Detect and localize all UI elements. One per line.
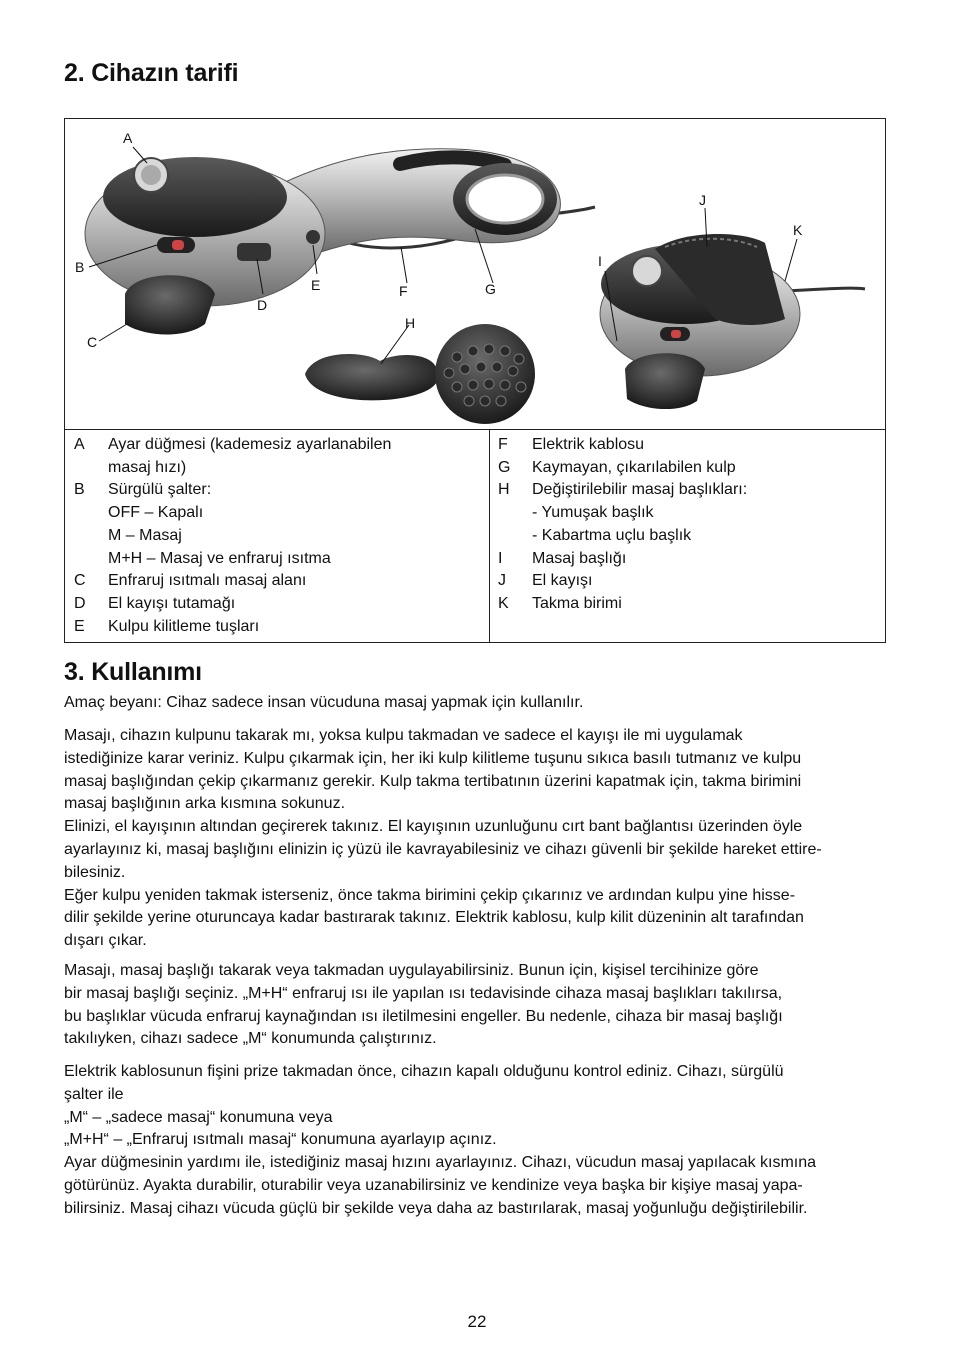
legend-desc: Kaymayan, çıkarılabilen kulp: [532, 458, 736, 476]
legend-letter: G: [498, 458, 511, 476]
legend-row: [498, 570, 878, 593]
legend-desc: Ayar düğmesi (kademesiz ayarlanabilen: [108, 436, 392, 453]
text-line: masaj başlığından çekip çıkarmanız gerekir. Kulp takma tertibatının üzerini kapatmak için, takma birimini: [64, 772, 802, 790]
massage-head-drawing: [600, 234, 865, 409]
text-line: „M+H“ – „Enfraruj ısıtmalı masaj“ konumuna ayarlayıp açınız.: [64, 1131, 497, 1149]
legend-letter: A: [74, 436, 85, 453]
text-line: Masajı, masaj başlığı takarak veya takmadan uygulayabilirsiniz. Bunun için, kişisel tercihinize göre: [64, 962, 759, 979]
text-line: dışarı çıkar.: [64, 932, 147, 950]
legend-row: [74, 548, 484, 571]
legend-row: [498, 502, 878, 525]
legend-row: [74, 457, 484, 480]
legend-row: [74, 616, 484, 639]
label-K: K: [793, 222, 803, 238]
legend-right-column: [498, 434, 878, 616]
device-illustration: [65, 119, 887, 431]
legend-letter: J: [498, 572, 506, 590]
label-D: D: [257, 297, 268, 313]
legend-desc: El kayışı: [532, 572, 593, 590]
legend-divider: [489, 430, 490, 642]
label-F: F: [399, 283, 408, 299]
legend-letter: [498, 502, 532, 525]
label-E: E: [311, 277, 321, 293]
legend-desc: - Kabartma uçlu başlık: [532, 526, 692, 544]
legend-letter: D: [74, 594, 86, 612]
text-line: masaj başlığının arka kısmına sokunuz.: [64, 795, 346, 813]
section-2-title: 2. Cihazın tarifi: [64, 59, 239, 87]
text-line: bilesiniz.: [64, 863, 126, 881]
purpose-statement: Amaç beyanı: Cihaz sadece insan vücuduna masaj yapmak için kullanılır.: [64, 694, 584, 711]
legend-left-column: [74, 434, 484, 638]
text-line: Masajı, cihazın kulpunu takarak mı, yoksa kulpu takmadan ve sadece el kayışı ile mi uygulamak: [64, 727, 743, 744]
legend-desc: - Yumuşak başlık: [532, 504, 654, 522]
legend-letter: [74, 502, 108, 525]
device-figure: [64, 118, 886, 430]
legend-desc: M – Masaj: [108, 526, 182, 544]
text-line: Eğer kulpu yeniden takmak isterseniz, önce takma birimini çekip çıkarınız ve ardından kulpu yine hisse-: [64, 886, 796, 904]
legend-desc: OFF – Kapalı: [108, 504, 204, 522]
label-I: I: [598, 253, 602, 269]
legend-row: [498, 548, 878, 571]
legend-letter: E: [74, 617, 85, 635]
legend-row: [74, 570, 484, 593]
legend-letter: [74, 525, 108, 548]
text-line: bu başlıklar vücuda enfraruj kaynağından ısı iletilmesini engeller. Bu nedenle, cihaza bir masaj başlığı: [64, 1007, 783, 1025]
page-number: 22: [467, 1312, 487, 1331]
legend-letter: [74, 457, 108, 480]
legend-desc: Elektrik kablosu: [532, 436, 645, 453]
legend-letter: H: [498, 481, 510, 499]
legend-letter: F: [498, 436, 508, 453]
paragraph-block-1: [64, 725, 894, 953]
text-line: bilirsiniz. Masaj cihazı vücuda güçlü bir şekilde veya daha az bastırılarak, masaj yoğunluğu değiştirilebilir.: [64, 1199, 808, 1217]
text-line: şalter ile: [64, 1085, 124, 1103]
label-C: C: [87, 334, 98, 350]
text-line: Elinizi, el kayışının altından geçirerek takınız. El kayışının uzunluğunu cırt bant bağlantısı üzerinden öyle: [64, 818, 803, 836]
label-B: B: [75, 259, 85, 275]
legend-row: [74, 434, 484, 457]
legend-letter: I: [498, 549, 503, 567]
legend-letter: C: [74, 572, 86, 590]
legend-desc: Kulpu kilitleme tuşları: [108, 617, 260, 635]
legend-row: [74, 502, 484, 525]
legend-desc: El kayışı tutamağı: [108, 594, 236, 612]
text-line: „M“ – „sadece masaj“ konumuna veya: [64, 1108, 333, 1126]
text-line: takılıyken, cihazı sadece „M“ konumunda çalıştırınız.: [64, 1030, 437, 1048]
legend-letter: [498, 525, 532, 548]
text-line: Elektrik kablosunun fişini prize takmadan önce, cihazın kapalı olduğunu kontrol ediniz. Cihazı, sürgülü: [64, 1063, 784, 1080]
legend-desc: Takma birimi: [532, 594, 622, 612]
text-line: bir masaj başlığı seçiniz. „M+H“ enfraruj ısı ile yapılan ısı tedavisinde cihaza masaj başlıkları takılırsa,: [64, 984, 783, 1002]
text-line: dilir şekilde yerine oturuncaya kadar bastırarak takınız. Elektrik kablosu, kulp kilit düzeninin alt tarafından: [64, 909, 804, 927]
text-line: ayarlayınız ki, masaj başlığını elinizin iç yüzü ile kavrayabilesiniz ve cihazı güvenli bir şekilde hareket ettire-: [64, 840, 822, 858]
legend-row: [498, 434, 878, 457]
label-H: H: [405, 315, 416, 331]
legend-letter: [74, 548, 108, 571]
legend-desc: masaj hızı): [108, 458, 187, 476]
parts-legend: [64, 430, 886, 643]
text-line: Ayar düğmesinin yardımı ile, istediğiniz masaj hızını ayarlayınız. Cihazı, vücudun masaj yapılacak kısmına: [64, 1154, 817, 1172]
text-line: götürünüz. Ayakta durabilir, oturabilir veya uzanabilirsiniz ve kendinize veya başka bir kişiye masaj yapa-: [64, 1176, 803, 1194]
label-G: G: [485, 281, 496, 297]
label-A: A: [123, 130, 133, 146]
legend-row: [498, 593, 878, 616]
legend-desc: Masaj başlığı: [532, 549, 627, 567]
legend-desc: Enfraruj ısıtmalı masaj alanı: [108, 572, 307, 590]
paragraph-block-3: [64, 1061, 894, 1221]
legend-row: [74, 525, 484, 548]
legend-row: [498, 525, 878, 548]
legend-row: [498, 457, 878, 480]
massage-attachments-drawing: [305, 324, 535, 424]
legend-row: [74, 479, 484, 502]
main-massager-drawing: [85, 149, 595, 335]
legend-row: [74, 593, 484, 616]
legend-desc: Sürgülü şalter:: [108, 481, 212, 499]
paragraph-block-2: [64, 960, 894, 1051]
section-3-title: 3. Kullanımı: [64, 658, 202, 686]
legend-desc: M+H – Masaj ve enfraruj ısıtma: [108, 549, 331, 567]
legend-letter: K: [498, 594, 509, 612]
label-J: J: [699, 192, 706, 208]
legend-desc: Değiştirilebilir masaj başlıkları:: [532, 481, 748, 499]
legend-row: [498, 479, 878, 502]
legend-letter: B: [74, 481, 85, 499]
text-line: istediğinize karar veriniz. Kulpu çıkarmak için, her iki kulp kilitleme tuşunu sıkıca basılı tutmanız ve kulpu: [64, 749, 802, 767]
